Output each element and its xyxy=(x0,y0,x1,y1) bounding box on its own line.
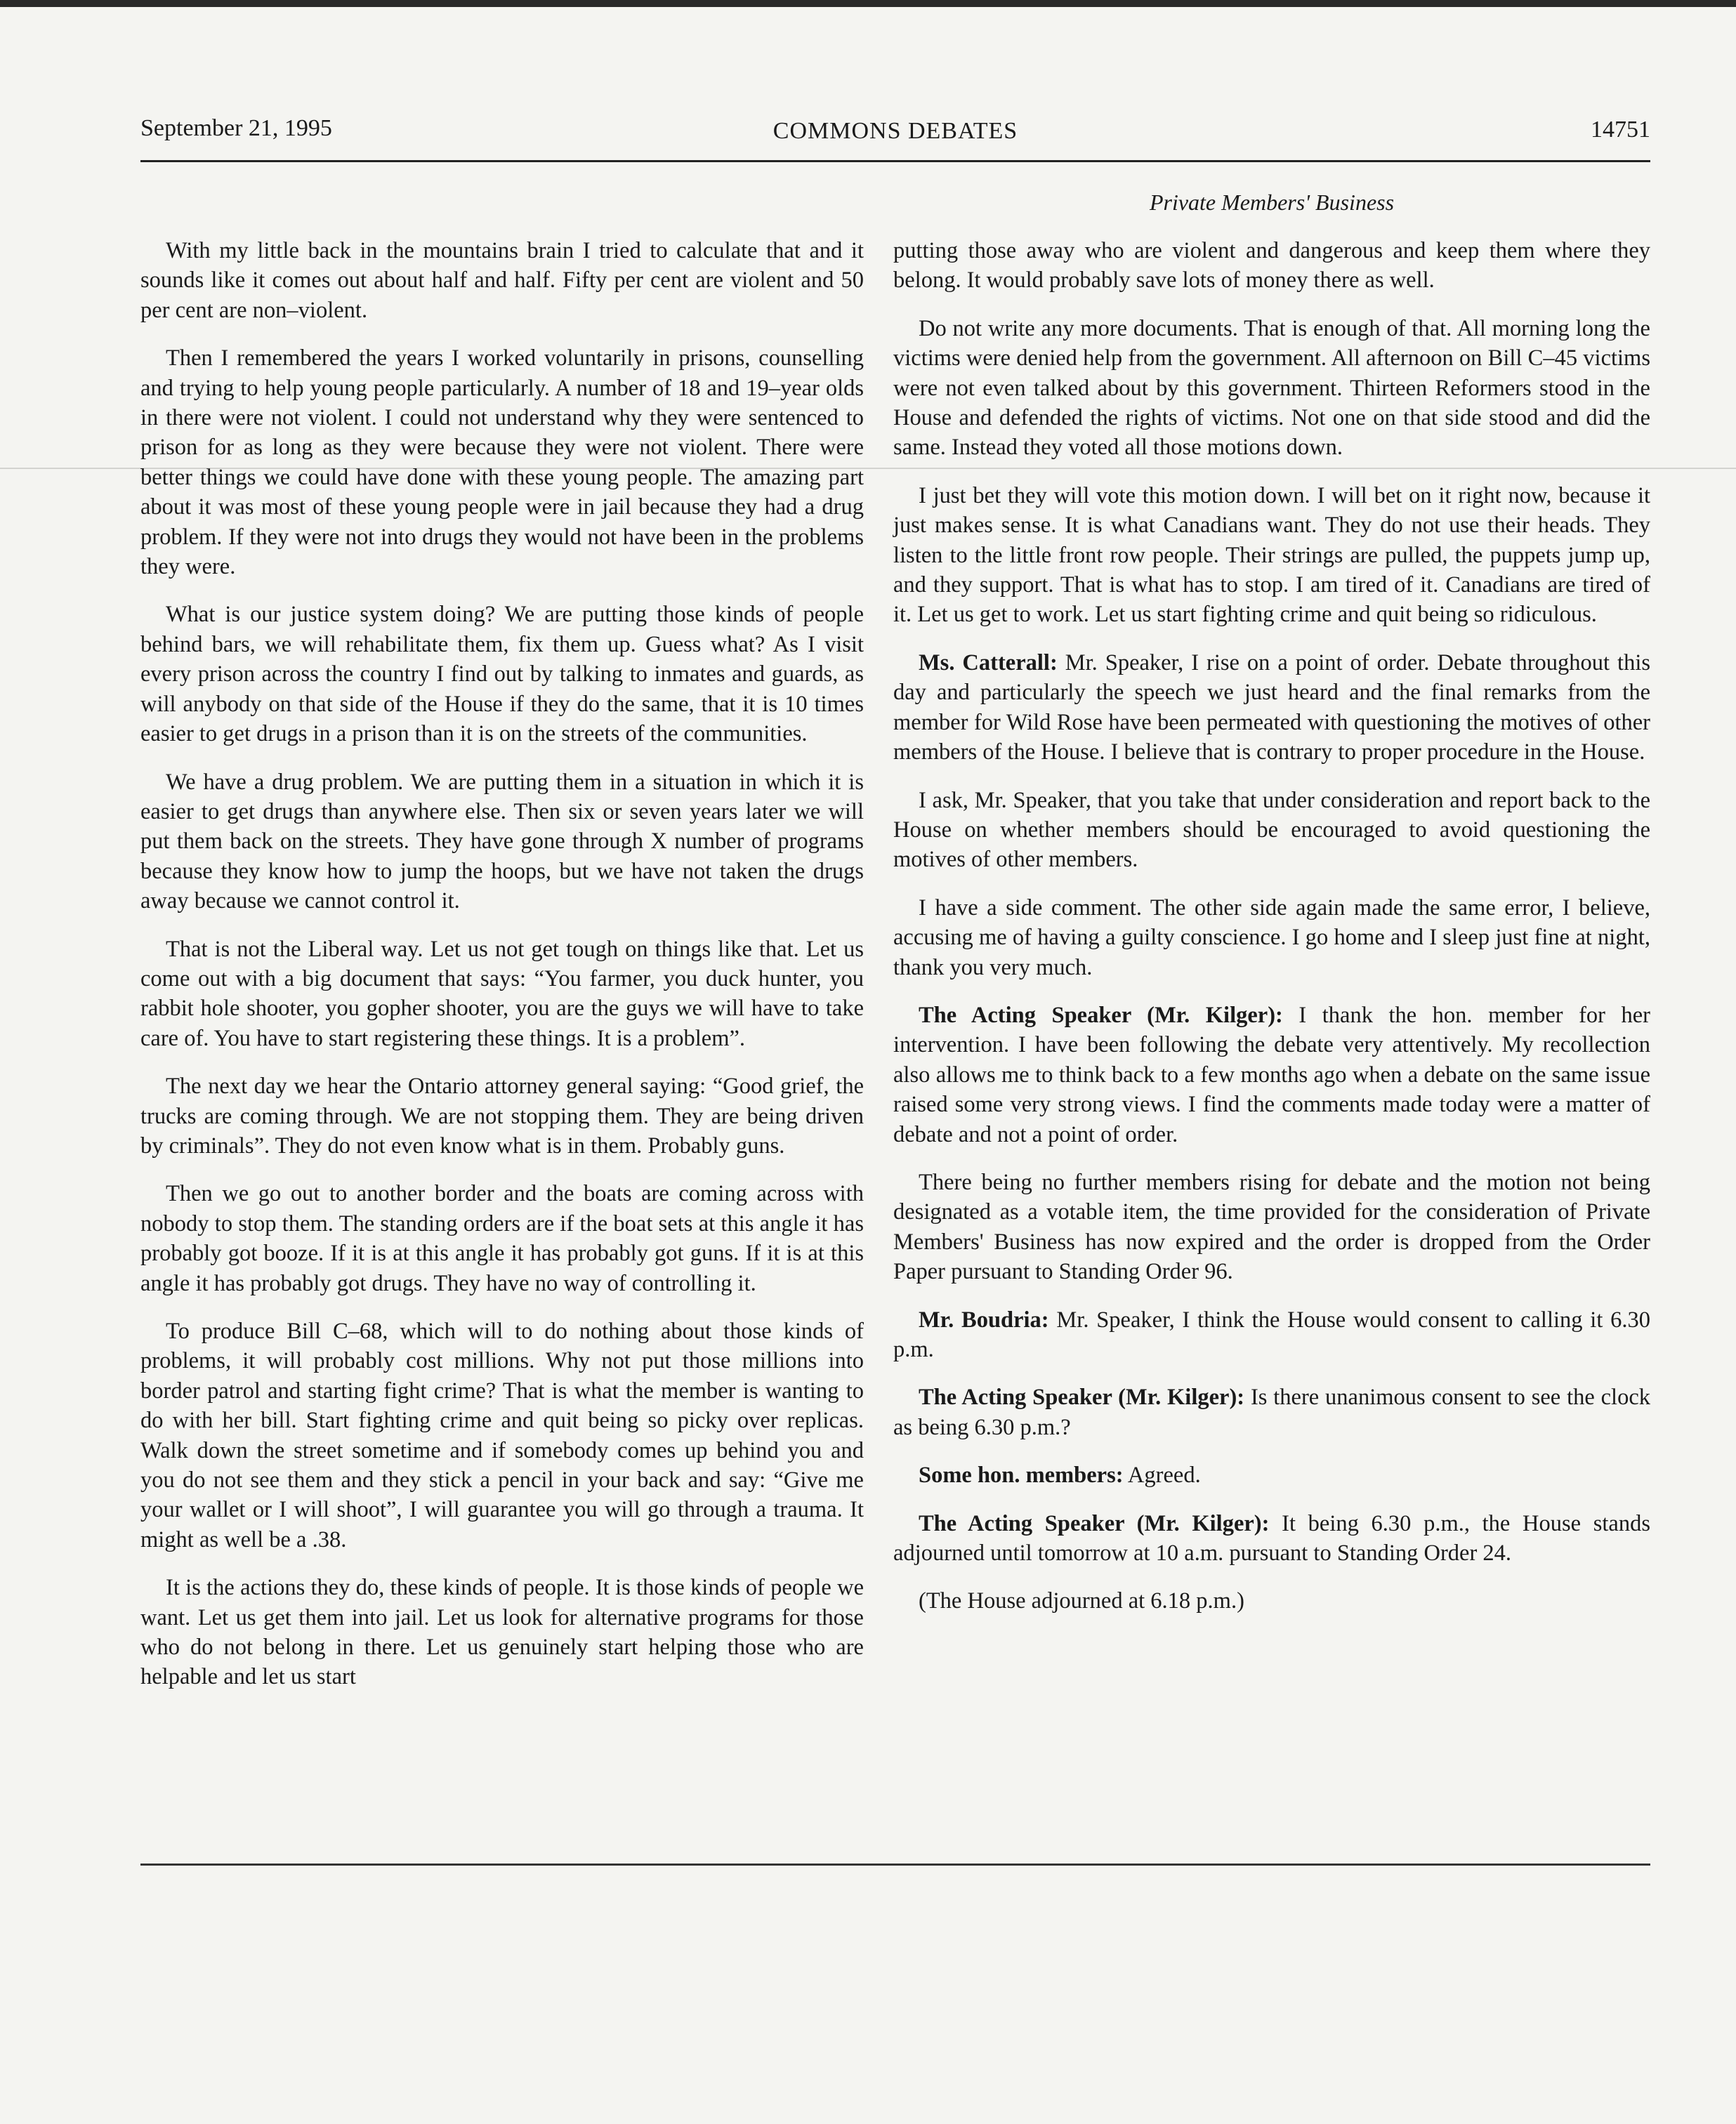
paragraph xyxy=(893,893,1650,982)
paragraph-text: Mr. Speaker, I think the House would consent to calling it 6.30 p.m. xyxy=(893,1307,1651,1362)
header-title: COMMONS DEBATES xyxy=(772,118,1018,144)
page-header xyxy=(140,111,1650,153)
paragraph: That is not the Liberal way. Let us not get tough on things like that. Let us come out with a big document that says: “You farmer, you duck hunter, you rabbit hole shooter, you gopher shooter, you are the guys we will have to take care of. You have to start registering these things. It is a problem”. xyxy=(140,936,864,1051)
paragraph: What is our justice system doing? We are putting those kinds of people behind bars, we will rehabilitate them, fix them up. Guess what? As I visit every prison across the country I find out by talking to inmates and guards, as will anybody on that side of the House if they do the same, that it is 10 times easier to get drugs in a prison than it is on the streets of the communities. xyxy=(140,602,864,747)
paragraph xyxy=(893,1168,1650,1287)
paragraph: The next day we hear the Ontario attorney general saying: “Good grief, the trucks are coming through. We are not stopping them. They are being driven by criminals”. They do not even know what is in them. Probably guns. xyxy=(140,1074,864,1159)
paragraph-text: Do not write any more documents. That is enough of that. All morning long the victims were denied help from the government. All afternoon on Bill C–45 victims were not even talked about by this government. Thirteen Reformers stood in the House and defended the rights of victims. Not one on that side stood and did the same. Instead they voted all those motions down. xyxy=(893,315,1650,461)
paragraph-text: Is there unanimous consent to see the clock as being 6.30 p.m.? xyxy=(893,1385,1650,1440)
paragraph: To produce Bill C–68, which will to do nothing about those kinds of problems, it will probably cost millions. Why not put those millions into border patrol and starting fight crime? That is what the member is wanting to do with her bill. Start fighting crime and quit being so picky over replicas. Walk down the street sometime and if somebody comes up behind you and you do not see them and they stick a pencil in your back and say: “Give me your wallet or I will shoot”, I will guarantee you will go through a trauma. It might as well be a .38. xyxy=(140,1319,864,1552)
paragraph-text: putting those away who are violent and dangerous and keep them where they belong. It would probably save lots of money there as well. xyxy=(893,238,1650,293)
paragraph xyxy=(893,481,1650,630)
header-rule xyxy=(140,160,1650,162)
speech-paragraph xyxy=(893,1509,1650,1569)
scan-top-edge xyxy=(0,0,1736,7)
paragraph: With my little back in the mountains brain I tried to calculate that and it sounds like it comes out about half and half. Fifty per cent are violent and 50 per cent are non–violent. xyxy=(140,238,864,323)
speaker-name: The Acting Speaker (Mr. Kilger): xyxy=(919,1002,1283,1028)
paragraph-text: It being 6.30 p.m., the House stands adjourned until tomorrow at 10 a.m. pursuant to Standing Order 24. xyxy=(893,1510,1650,1566)
speaker-name: The Acting Speaker (Mr. Kilger): xyxy=(919,1385,1245,1411)
paragraph: Then we go out to another border and the boats are coming across with nobody to stop them. The standing orders are if the boat sets at this angle it has probably got booze. If it is at this angle it has probably got guns. If it is at this angle it has probably got drugs. They have no way of controlling it. xyxy=(140,1181,864,1296)
paragraph-text: I ask, Mr. Speaker, that you take that under consideration and report back to the House on whether members should be encouraged to avoid questioning the motives of other members. xyxy=(893,787,1650,873)
paragraph: Then I remembered the years I worked voluntarily in prisons, counselling and trying to help young people particularly. A number of 18 and 19–year olds in there were not violent. I could not understand why they were sentenced to prison for as long as they were because they were not violent. There were better things we could have done with these young people. The amazing part about it was most of these young people were in jail because they had a drug problem. If they were not into drugs they would not have been in the problems they were. xyxy=(140,345,864,580)
speech-paragraph xyxy=(893,1383,1650,1442)
speech-paragraph xyxy=(893,648,1650,767)
paragraph: We have a drug problem. We are putting them in a situation in which it is easier to get drugs than anywhere else. Then six or seven years later we will put them back on the streets. They have gone through X number of programs because they know how to jump the hoops, but we have not taken the drugs away because we cannot control it. xyxy=(140,769,864,914)
speech-paragraph xyxy=(893,1305,1650,1365)
left-column xyxy=(140,236,864,1710)
speaker-name: Ms. Catterall: xyxy=(919,649,1058,675)
paragraph-text: (The House adjourned at 6.18 p.m.) xyxy=(919,1588,1244,1614)
speaker-name: The Acting Speaker (Mr. Kilger): xyxy=(919,1510,1270,1536)
speaker-name: Some hon. members: xyxy=(919,1463,1124,1489)
paragraph-text: I have a side comment. The other side again made the same error, I believe, accusing me of having a guilty conscience. I go home and I sleep just fine at night, thank you very much. xyxy=(893,895,1650,980)
footer-rule xyxy=(140,1864,1650,1866)
header-date: September 21, 1995 xyxy=(140,115,332,141)
speaker-name: Mr. Boudria: xyxy=(919,1307,1049,1333)
section-title: Private Members' Business xyxy=(1149,190,1395,215)
paragraph-text: Mr. Speaker, I rise on a point of order. Debate throughout this day and particularly the speech we just heard and the final remarks from the member for Wild Rose have been permeated with questioning the motives of other members of the House. I believe that is contrary to proper procedure in the House. xyxy=(893,649,1650,765)
paragraph: It is the actions they do, these kinds of people. It is those kinds of people we want. Let us get them into jail. Let us look for alternative programs for those who do not belong in there. Let us genuinely start helping those who are helpable and let us start xyxy=(140,1575,864,1690)
paragraph xyxy=(893,236,1650,296)
paragraph-text: I thank the hon. member for her intervention. I have been following the debate very attentively. My recollection also allows me to think back to a few months ago when a debate on the same issue raised some very strong views. I find the comments made today were a matter of debate and not a point of order. xyxy=(893,1002,1651,1147)
paragraph xyxy=(893,314,1650,463)
paragraph-text: Agreed. xyxy=(1127,1463,1201,1489)
paragraph-text: There being no further members rising for debate and the motion not being designated as a votable item, the time provided for the consideration of Private Members' Business has now expired and the order is dropped from the Order Paper pursuant to Standing Order 96. xyxy=(893,1169,1650,1285)
right-column xyxy=(893,236,1650,1635)
paragraph xyxy=(893,1586,1650,1616)
paragraph xyxy=(893,786,1650,875)
header-page-number: 14751 xyxy=(1591,117,1650,143)
speech-paragraph xyxy=(893,1001,1650,1149)
speech-paragraph xyxy=(893,1460,1650,1490)
paragraph-text: I just bet they will vote this motion down. I will bet on it right now, because it just makes sense. It is what Canadians want. They do not use their heads. They listen to the little front row people. Their strings are pulled, the puppets jump up, and they support. That is what has to stop. I am tired of it. Canadians are tired of it. Let us get to work. Let us start fighting crime and quit being so ridiculous. xyxy=(893,482,1650,628)
